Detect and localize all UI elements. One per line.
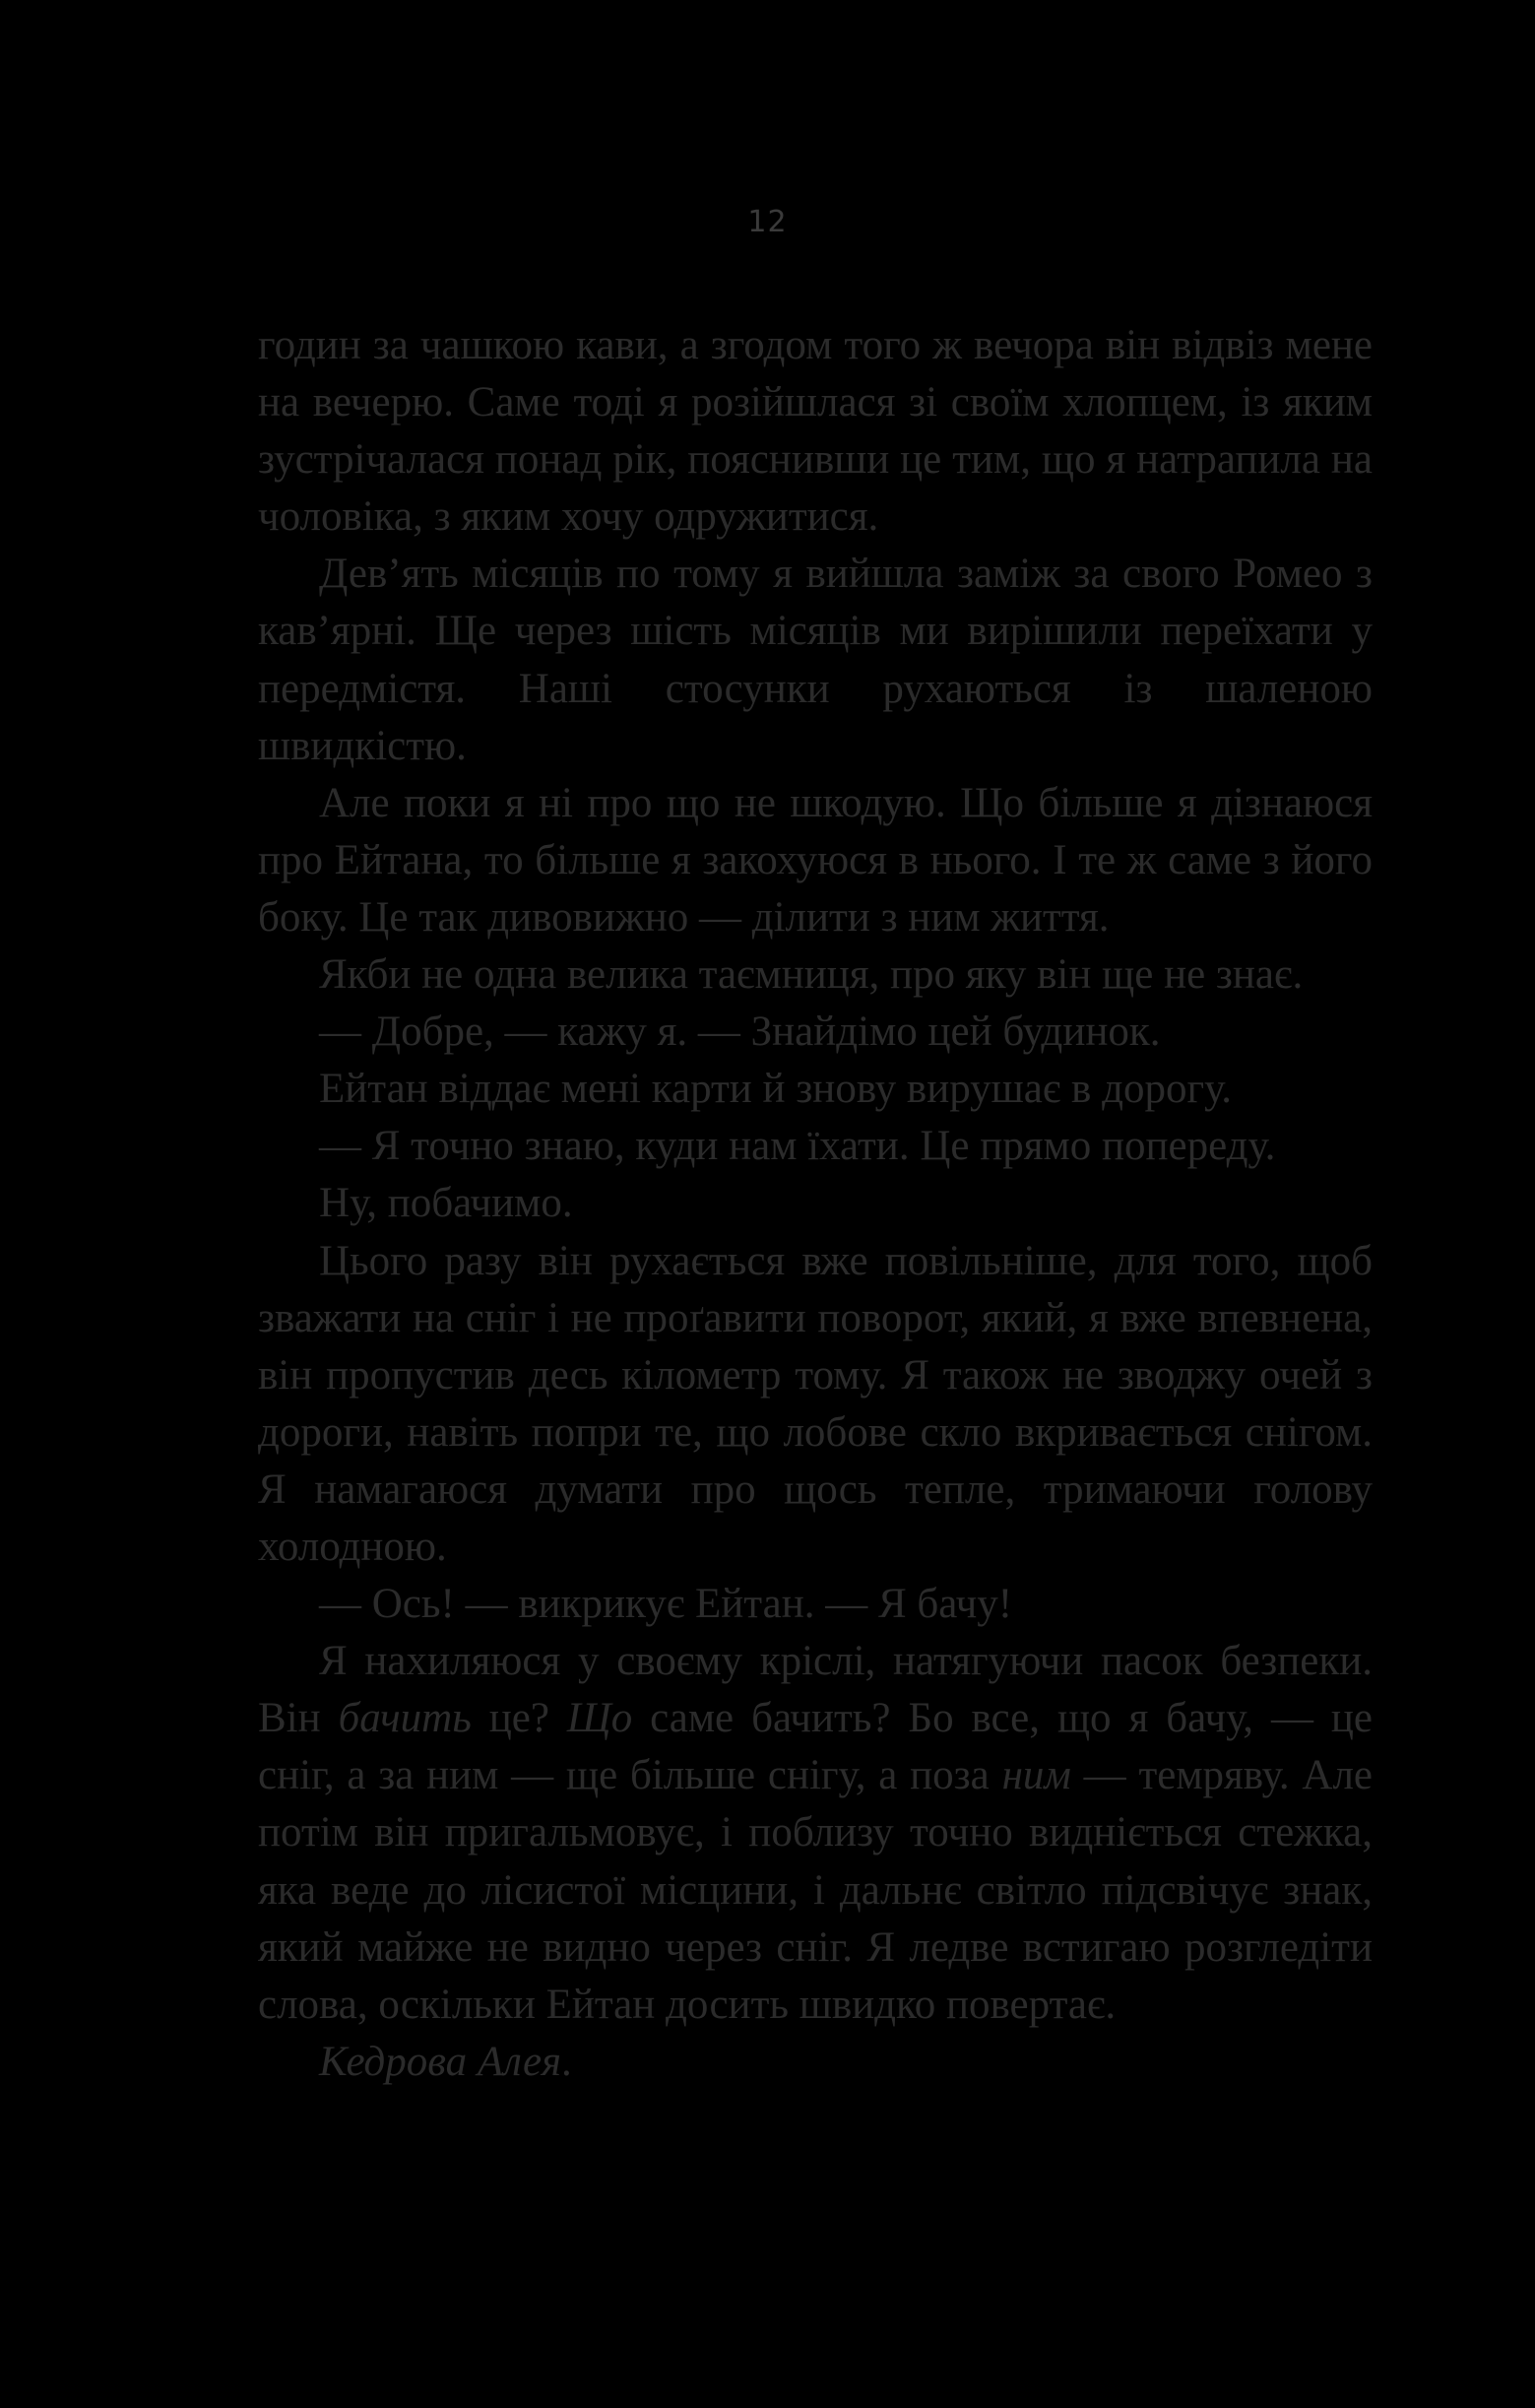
- paragraph: Цього разу він рухається вже повільніше, для того, щоб зважати на сніг і не проґавити поворот, який, я вже впевнена, він пропустив десь кілометр тому. Я також не зводжу очей з дороги, навіть попри те, що лобове скло вкривається снігом. Я намагаюся думати про щось тепле, тримаючи голову холодною.: [258, 1237, 1373, 1570]
- paragraph: Ейтан віддає мені карти й знову вирушає в дорогу.: [319, 1066, 1233, 1113]
- text-segment: саме бачить? Бо все, що я бачу, — це сніг, а за ним — ще більше снігу, а поза: [258, 1695, 1373, 1799]
- dialogue-line: — Я точно знаю, куди нам їхати. Це прямо попереду.: [319, 1123, 1276, 1170]
- text-segment: — темряву. Але потім він пригальмовує, і поблизу точно видніється стежка, яка веде до лісистої місцини, і дальнє світло підсвічує знак, який майже не видно через сніг. Я ледве встигаю розгледіти слова, оскільки Ейтан досить швидко повертає.: [258, 1752, 1373, 2028]
- text-segment: це?: [471, 1695, 567, 1742]
- text-segment: Я нахиляюся у своєму кріслі, натягуючи пасок безпеки. Він: [258, 1638, 1373, 1742]
- body-text: [258, 317, 1373, 2091]
- paragraph: Але поки я ні про що не шкодую. Що більше я дізнаюся про Ейтана, то більше я закохуюся в нього. І те ж саме з його боку. Це так дивовижно — ділити з ним життя.: [258, 779, 1373, 941]
- paragraph: Ну, побачимо.: [319, 1180, 573, 1227]
- dialogue-line: — Ось! — викрикує Ейтан. — Я бачу!: [319, 1581, 1013, 1628]
- sign-name: Кедрова Алея: [319, 2038, 562, 2085]
- paragraph: Якби не одна велика таємниця, про яку він ще не знає.: [319, 951, 1304, 999]
- paragraph-with-emphasis: [258, 1633, 1373, 2034]
- dialogue-line: — Добре, — кажу я. — Знайдімо цей будинок.: [319, 1009, 1161, 1056]
- emphasis: ним: [1001, 1752, 1071, 1799]
- paragraph: годин за чашкою кави, а згодом того ж вечора він відвіз мене на вечерю. Саме тоді я розійшлася зі своїм хлопцем, із яким зустрічалася понад рік, пояснивши це тим, що я натрапила на чоловіка, з яким хочу одружитися.: [258, 322, 1373, 541]
- sign-text-line: [258, 2034, 1373, 2091]
- emphasis: Що: [566, 1695, 633, 1742]
- emphasis: бачить: [338, 1695, 472, 1742]
- page-number: 12: [747, 205, 788, 239]
- paragraph: Дев’ять місяців по тому я вийшла заміж за свого Ромео з кав’ярні. Ще через шість місяців ми вирішили переїхати у передмістя. Наші стосунки рухаються із шаленою швидкістю.: [258, 551, 1373, 769]
- text-segment: .: [561, 2038, 572, 2085]
